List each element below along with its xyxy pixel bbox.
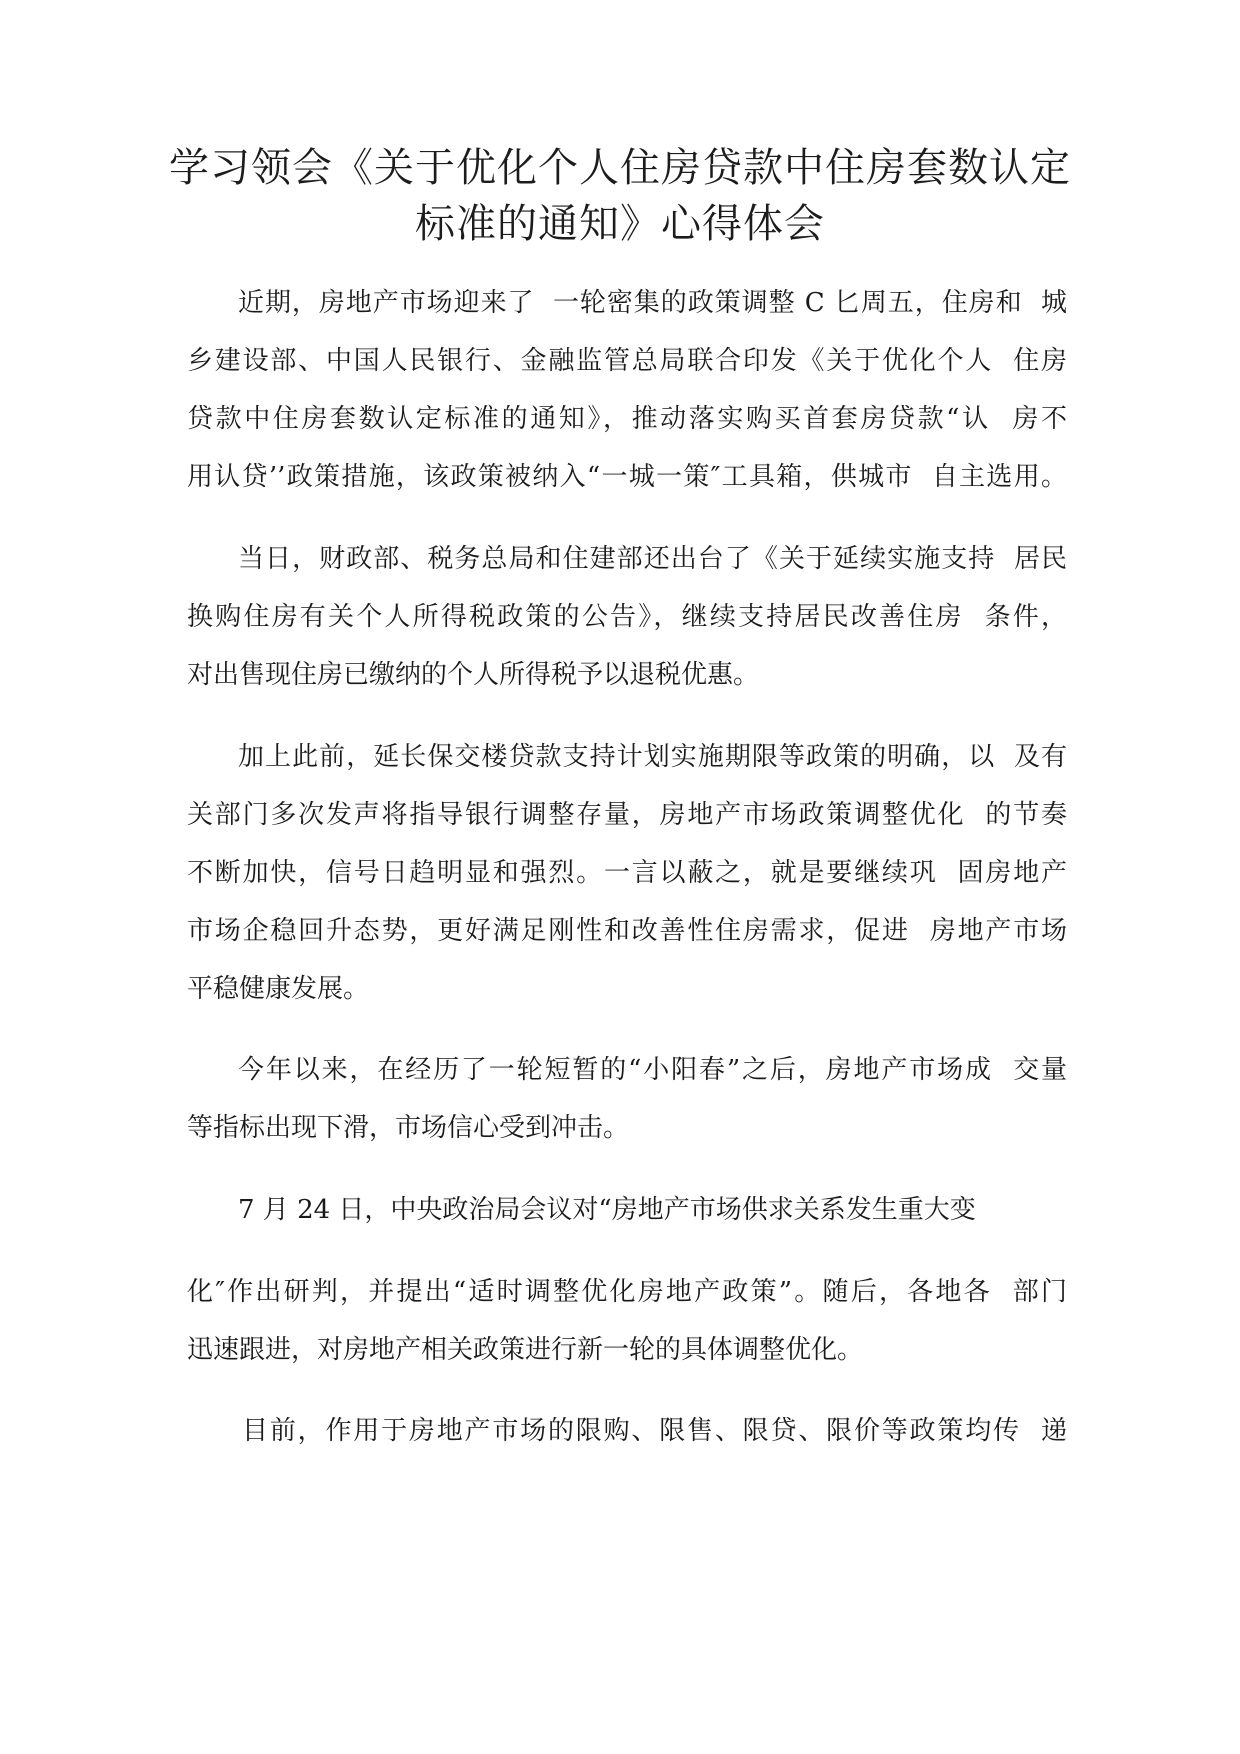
paragraph-line: 今年以来，在经历了一轮短暂的“小阳春”之后，房地产市场成 交量 xyxy=(238,1055,1067,1085)
paragraph-line: 当日，财政部、税务总局和住建部还出台了《关于延续实施支持 居民 xyxy=(238,544,1067,574)
paragraph-line: 市场企稳回升态势，更好满足刚性和改善性住房需求，促进 房地产市场 xyxy=(187,916,1067,946)
paragraph-line: 化″作出研判，并提出“适时调整优化房地产政策”。随后，各地各 部门 xyxy=(187,1277,1067,1307)
paragraph-line: 加上此前，延长保交楼贷款支持计划实施期限等政策的明确，以 及有 xyxy=(238,742,1067,772)
paragraph-line: 7 月 24 日，中央政治局会议对“房地产市场供求关系发生重大变 xyxy=(238,1195,976,1225)
paragraph-line: 等指标出现下滑，市场信心受到冲击。 xyxy=(187,1113,630,1143)
paragraph-line: 不断加快，信号日趋明显和强烈。一言以蔽之，就是要继续巩 固房地产 xyxy=(187,858,1067,888)
paragraph-line: 平稳健康发展。 xyxy=(187,974,370,1004)
paragraph-line: 用认贷’’政策措施，该政策被纳入“一城一策″工具箱，供城市 自主选用。 xyxy=(187,462,1067,492)
paragraph-line: 迅速跟进，对房地产相关政策进行新一轮的具体调整优化。 xyxy=(187,1335,864,1365)
document-title-line-1: 学习领会《关于优化个人住房贷款中住房套数认定 xyxy=(169,145,1071,191)
paragraph-line: 近期，房地产市场迎来了 一轮密集的政策调整 C 匕周五，住房和 城 xyxy=(238,288,1067,318)
paragraph-line: 关部门多次发声将指导银行调整存量，房地产市场政策调整优化 的节奏 xyxy=(187,800,1067,830)
paragraph-line: 对出售现住房已缴纳的个人所得税予以退税优惠。 xyxy=(187,660,760,690)
paragraph-line: 贷款中住房套数认定标准的通知》，推动落实购买首套房贷款“认 房不 xyxy=(187,404,1067,434)
document-title-line-2: 标准的通知》心得体会 xyxy=(415,201,825,247)
paragraph-line: 乡建设部、中国人民银行、金融监管总局联合印发《关于优化个人 住房 xyxy=(187,346,1067,376)
paragraph-line: 目前，作用于房地产市场的限购、限售、限贷、限价等政策均传 递 xyxy=(242,1416,1067,1446)
paragraph-line: 换购住房有关个人所得税政策的公告》，继续支持居民改善住房 条件， xyxy=(187,602,1067,632)
